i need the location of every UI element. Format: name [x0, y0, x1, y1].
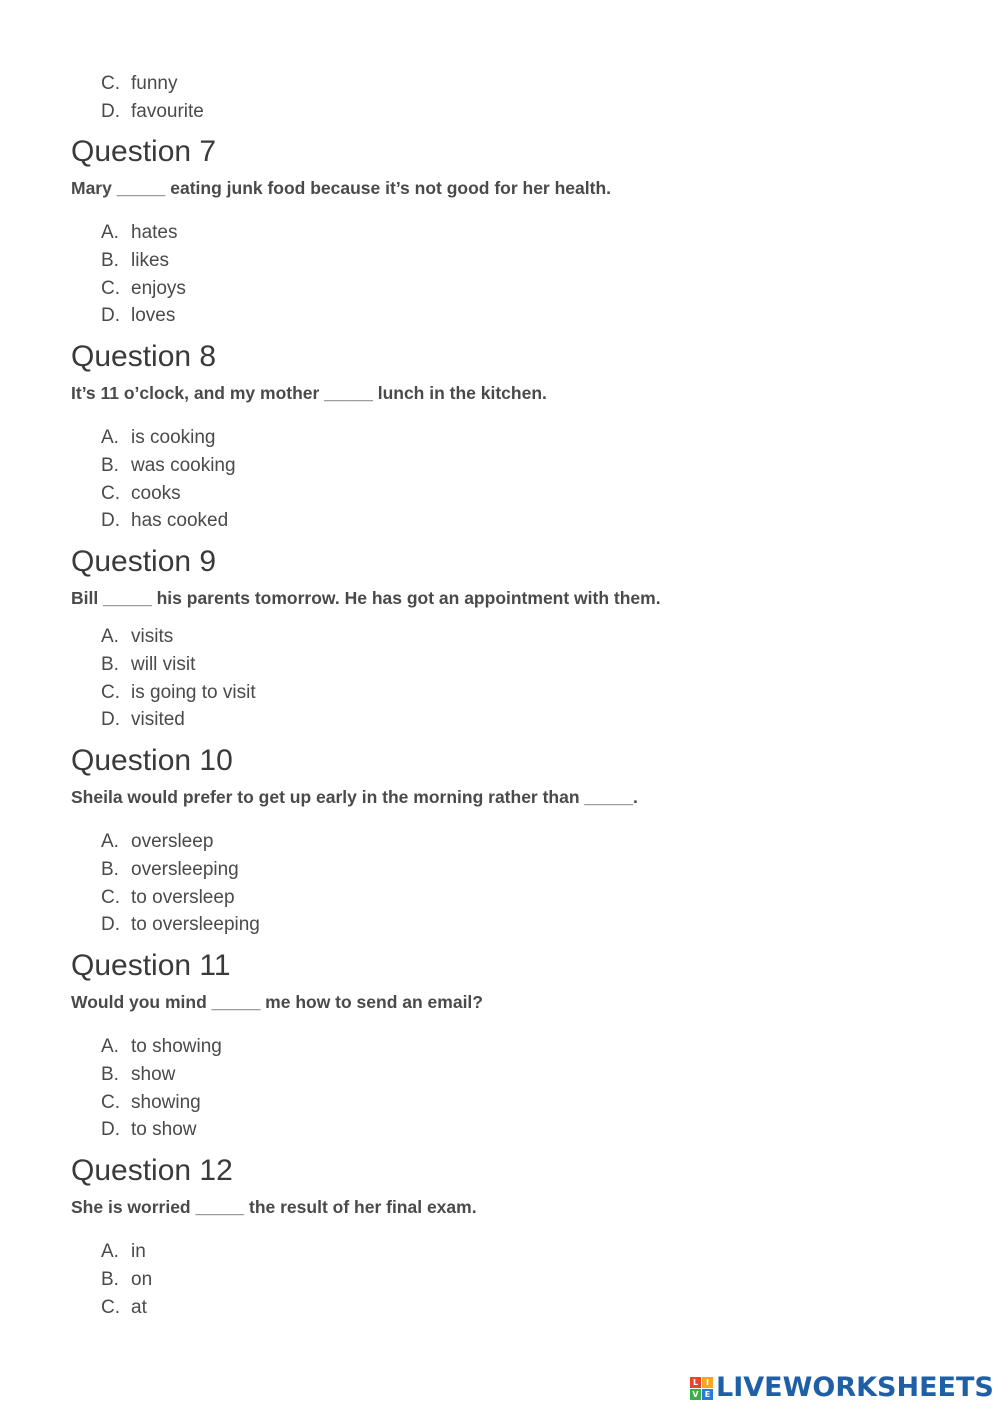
option-letter: A. [101, 222, 119, 243]
question-7-title: Question 7 [71, 135, 217, 168]
option-text: loves [131, 305, 176, 327]
option-a[interactable] [101, 1238, 152, 1266]
option-letter: B. [101, 1268, 119, 1290]
option-letter: D. [101, 709, 120, 731]
option-text: showing [131, 1091, 201, 1113]
option-a[interactable] [101, 219, 186, 247]
option-c[interactable] [101, 1294, 152, 1322]
option-text: visited [131, 709, 185, 731]
option-d[interactable] [101, 706, 256, 734]
option-text: is cooking [131, 427, 216, 448]
option-letter: A. [101, 427, 119, 448]
option-a[interactable] [101, 1033, 222, 1061]
question-11-title: Question 11 [71, 949, 231, 982]
option-letter: A. [101, 626, 119, 647]
liveworksheets-logo[interactable] [690, 1371, 994, 1405]
question-12-title: Question 12 [71, 1154, 233, 1187]
option-a[interactable] [101, 623, 256, 651]
option-letter: D. [101, 914, 120, 936]
option-text: to oversleeping [131, 914, 260, 936]
option-text: show [131, 1063, 176, 1085]
option-c[interactable] [101, 679, 256, 707]
option-letter: B. [101, 1063, 119, 1085]
option-letter: A. [101, 1036, 119, 1057]
option-text: likes [131, 249, 170, 271]
option-d[interactable] [101, 911, 260, 939]
logo-mark-i: I [702, 1377, 713, 1388]
option-letter: C. [101, 886, 120, 908]
option-text: oversleep [131, 831, 214, 852]
option-a[interactable] [101, 424, 236, 452]
option-text: to oversleep [131, 886, 235, 908]
option-text: hates [131, 222, 178, 243]
option-b[interactable] [101, 1061, 222, 1089]
option-text: in [131, 1241, 146, 1262]
option-letter: B. [101, 653, 119, 675]
option-letter: C. [101, 1296, 120, 1318]
question-10-text: Sheila would prefer to get up early in the morning rather than _____. [71, 787, 638, 807]
option-d[interactable] [101, 1116, 222, 1144]
option-letter: C. [101, 1091, 120, 1113]
option-b[interactable] [101, 452, 236, 480]
option-text: on [131, 1268, 153, 1290]
question-7-text: Mary _____ eating junk food because it’s not good for her health. [71, 178, 612, 198]
question-12-text: She is worried _____ the result of her final exam. [71, 1197, 477, 1217]
option-b[interactable] [101, 856, 260, 884]
option-c[interactable] [101, 480, 236, 508]
question-9-title: Question 9 [71, 545, 217, 578]
option-letter: B. [101, 858, 119, 880]
option-letter: C. [101, 73, 120, 94]
options-list-q11 [101, 1033, 222, 1144]
question-11-text: Would you mind _____ me how to send an email? [71, 992, 483, 1012]
options-list-q8 [101, 424, 236, 535]
option-text: funny [131, 73, 178, 94]
options-list-q7 [101, 219, 186, 330]
option-letter: C. [101, 482, 120, 504]
option-b[interactable] [101, 1266, 152, 1294]
option-b[interactable] [101, 651, 256, 679]
option-letter: B. [101, 249, 119, 271]
logo-text: LIVEWORKSHEETS [716, 1372, 994, 1403]
option-letter: D. [101, 510, 120, 532]
option-text: is going to visit [131, 681, 256, 703]
option-text: at [131, 1296, 147, 1318]
option-c[interactable] [101, 1089, 222, 1117]
option-c[interactable] [101, 275, 186, 303]
option-letter: D. [101, 1119, 120, 1141]
option-text: to showing [131, 1036, 222, 1057]
options-list-q9 [101, 623, 256, 734]
option-text: was cooking [131, 454, 236, 476]
option-c[interactable] [101, 884, 260, 912]
logo-mark-icon [690, 1377, 713, 1400]
option-text: visits [131, 626, 174, 647]
option-letter: A. [101, 1241, 119, 1262]
logo-mark-e: E [702, 1389, 713, 1400]
option-d[interactable] [101, 98, 204, 126]
options-list-q10 [101, 828, 260, 939]
option-letter: C. [101, 277, 120, 299]
option-letter: D. [101, 100, 120, 122]
option-text: to show [131, 1119, 197, 1141]
option-a[interactable] [101, 828, 260, 856]
option-text: enjoys [131, 277, 186, 299]
option-d[interactable] [101, 507, 236, 535]
option-text: favourite [131, 100, 204, 122]
question-10-title: Question 10 [71, 744, 233, 777]
question-8-title: Question 8 [71, 340, 217, 373]
option-b[interactable] [101, 247, 186, 275]
logo-mark-l: L [690, 1377, 701, 1388]
option-letter: A. [101, 831, 119, 852]
option-d[interactable] [101, 302, 186, 330]
option-letter: C. [101, 681, 120, 703]
option-text: cooks [131, 482, 181, 504]
question-9-text: Bill _____ his parents tomorrow. He has got an appointment with them. [71, 588, 661, 608]
options-list-q12 [101, 1238, 152, 1321]
options-list-q6 [101, 70, 204, 126]
logo-mark-v: V [690, 1389, 701, 1400]
option-text: will visit [131, 653, 196, 675]
option-text: has cooked [131, 510, 229, 532]
question-8-text: It’s 11 o’clock, and my mother _____ lunch in the kitchen. [71, 383, 547, 403]
option-letter: D. [101, 305, 120, 327]
option-c[interactable] [101, 70, 204, 98]
option-letter: B. [101, 454, 119, 476]
option-text: oversleeping [131, 858, 239, 880]
